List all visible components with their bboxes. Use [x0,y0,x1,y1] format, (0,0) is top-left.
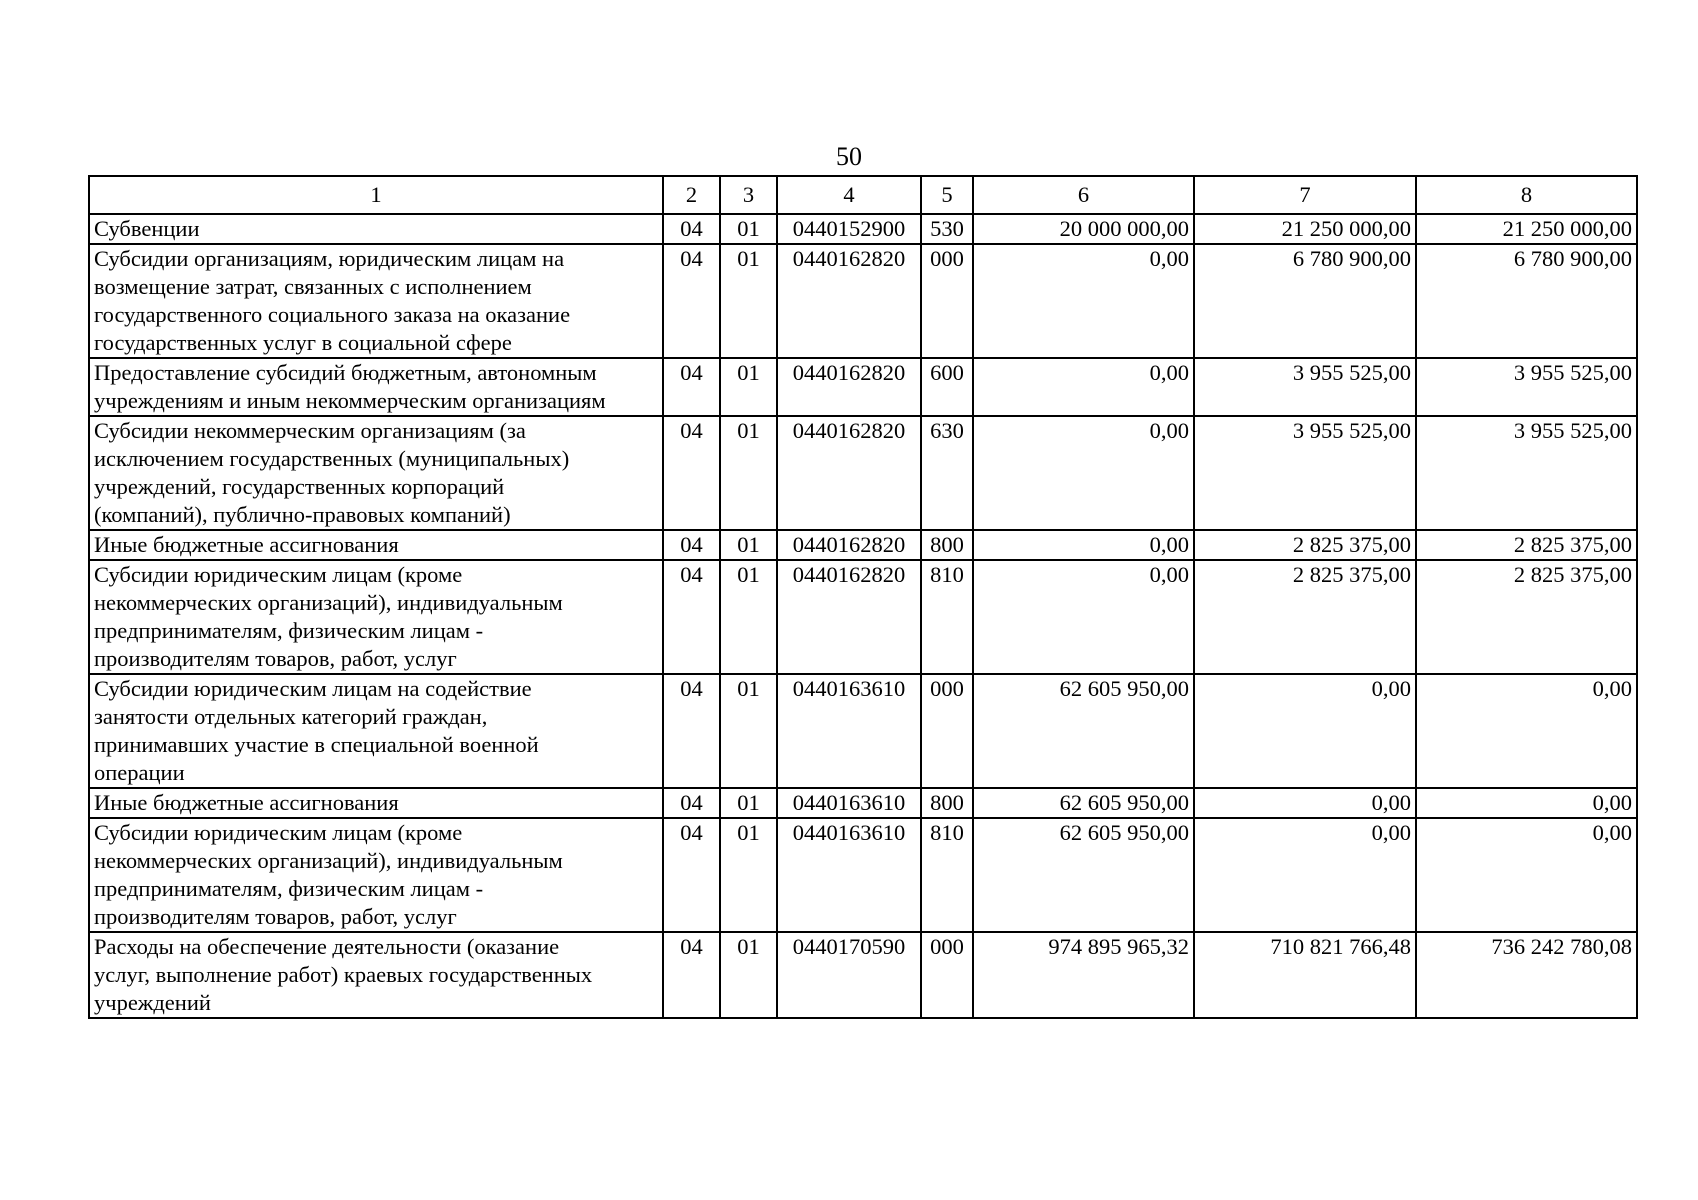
row-subsection: 01 [720,530,777,560]
table-row [89,788,1637,818]
row-amount-col7: 0,00 [1194,788,1416,818]
row-target-article: 0440162820 [777,560,921,674]
table-row [89,214,1637,244]
header-col-1: 1 [89,176,663,214]
row-section: 04 [663,530,720,560]
row-expense-type: 530 [921,214,973,244]
table-row [89,244,1637,358]
row-section: 04 [663,560,720,674]
row-amount-col7: 0,00 [1194,818,1416,932]
row-name: Расходы на обеспечение деятельности (оказание услуг, выполнение работ) краевых государственных учреждений [89,932,663,1018]
header-col-7: 7 [1194,176,1416,214]
row-expense-type: 000 [921,244,973,358]
row-name: Субвенции [89,214,663,244]
row-amount-col7: 6 780 900,00 [1194,244,1416,358]
row-amount-col8: 0,00 [1416,788,1637,818]
header-col-8: 8 [1416,176,1637,214]
row-section: 04 [663,788,720,818]
row-section: 04 [663,932,720,1018]
row-amount-col8: 6 780 900,00 [1416,244,1637,358]
row-amount-col8: 3 955 525,00 [1416,358,1637,416]
row-amount-col7: 3 955 525,00 [1194,416,1416,530]
row-name: Предоставление субсидий бюджетным, автономным учреждениям и иным некоммерческим организациям [89,358,663,416]
header-col-2: 2 [663,176,720,214]
header-row [89,176,1637,214]
row-expense-type: 630 [921,416,973,530]
row-name: Иные бюджетные ассигнования [89,530,663,560]
table-row [89,416,1637,530]
row-expense-type: 600 [921,358,973,416]
row-subsection: 01 [720,788,777,818]
row-amount-col6: 62 605 950,00 [973,674,1194,788]
row-amount-col7: 21 250 000,00 [1194,214,1416,244]
row-expense-type: 800 [921,788,973,818]
header-col-4: 4 [777,176,921,214]
row-target-article: 0440170590 [777,932,921,1018]
row-subsection: 01 [720,818,777,932]
row-amount-col7: 710 821 766,48 [1194,932,1416,1018]
row-name: Субсидии юридическим лицам на содействие занятости отдельных категорий граждан, принимавших участие в специальной военной операции [89,674,663,788]
row-name: Субсидии юридическим лицам (кроме некоммерческих организаций), индивидуальным предпринимателям, физическим лицам - производителям товаров, работ, услуг [89,560,663,674]
table-row [89,358,1637,416]
row-target-article: 0440163610 [777,674,921,788]
row-subsection: 01 [720,560,777,674]
header-col-3: 3 [720,176,777,214]
row-amount-col8: 2 825 375,00 [1416,530,1637,560]
row-subsection: 01 [720,244,777,358]
row-amount-col6: 0,00 [973,358,1194,416]
row-subsection: 01 [720,214,777,244]
row-amount-col6: 0,00 [973,530,1194,560]
row-subsection: 01 [720,358,777,416]
row-target-article: 0440163610 [777,788,921,818]
row-section: 04 [663,244,720,358]
header-col-5: 5 [921,176,973,214]
row-name: Субсидии организациям, юридическим лицам на возмещение затрат, связанных с исполнением государственного социального заказа на оказание государственных услуг в социальной сфере [89,244,663,358]
row-subsection: 01 [720,674,777,788]
row-expense-type: 000 [921,932,973,1018]
row-amount-col8: 736 242 780,08 [1416,932,1637,1018]
row-subsection: 01 [720,932,777,1018]
row-section: 04 [663,214,720,244]
row-target-article: 0440163610 [777,818,921,932]
row-amount-col8: 3 955 525,00 [1416,416,1637,530]
header-col-6: 6 [973,176,1194,214]
row-amount-col6: 20 000 000,00 [973,214,1194,244]
row-amount-col6: 974 895 965,32 [973,932,1194,1018]
row-expense-type: 810 [921,818,973,932]
row-target-article: 0440152900 [777,214,921,244]
table-row [89,932,1637,1018]
row-amount-col6: 62 605 950,00 [973,788,1194,818]
row-section: 04 [663,358,720,416]
row-amount-col8: 2 825 375,00 [1416,560,1637,674]
table-row [89,530,1637,560]
row-amount-col7: 3 955 525,00 [1194,358,1416,416]
row-amount-col6: 0,00 [973,560,1194,674]
row-expense-type: 000 [921,674,973,788]
row-name: Субсидии некоммерческим организациям (за исключением государственных (муниципальных) учреждений, государственных корпораций (компаний), публично-правовых компаний) [89,416,663,530]
row-amount-col7: 2 825 375,00 [1194,530,1416,560]
row-target-article: 0440162820 [777,416,921,530]
row-amount-col6: 0,00 [973,244,1194,358]
table-row [89,674,1637,788]
table-row [89,560,1637,674]
row-target-article: 0440162820 [777,244,921,358]
row-subsection: 01 [720,416,777,530]
row-amount-col8: 21 250 000,00 [1416,214,1637,244]
row-name: Иные бюджетные ассигнования [89,788,663,818]
row-name: Субсидии юридическим лицам (кроме некоммерческих организаций), индивидуальным предпринимателям, физическим лицам - производителям товаров, работ, услуг [89,818,663,932]
row-amount-col8: 0,00 [1416,818,1637,932]
table-row [89,818,1637,932]
row-target-article: 0440162820 [777,358,921,416]
row-section: 04 [663,416,720,530]
row-section: 04 [663,674,720,788]
row-section: 04 [663,818,720,932]
row-amount-col7: 2 825 375,00 [1194,560,1416,674]
row-target-article: 0440162820 [777,530,921,560]
row-expense-type: 810 [921,560,973,674]
page-number: 50 [836,142,862,171]
row-amount-col6: 0,00 [973,416,1194,530]
budget-table [88,175,1638,1019]
row-amount-col8: 0,00 [1416,674,1637,788]
row-expense-type: 800 [921,530,973,560]
row-amount-col7: 0,00 [1194,674,1416,788]
row-amount-col6: 62 605 950,00 [973,818,1194,932]
